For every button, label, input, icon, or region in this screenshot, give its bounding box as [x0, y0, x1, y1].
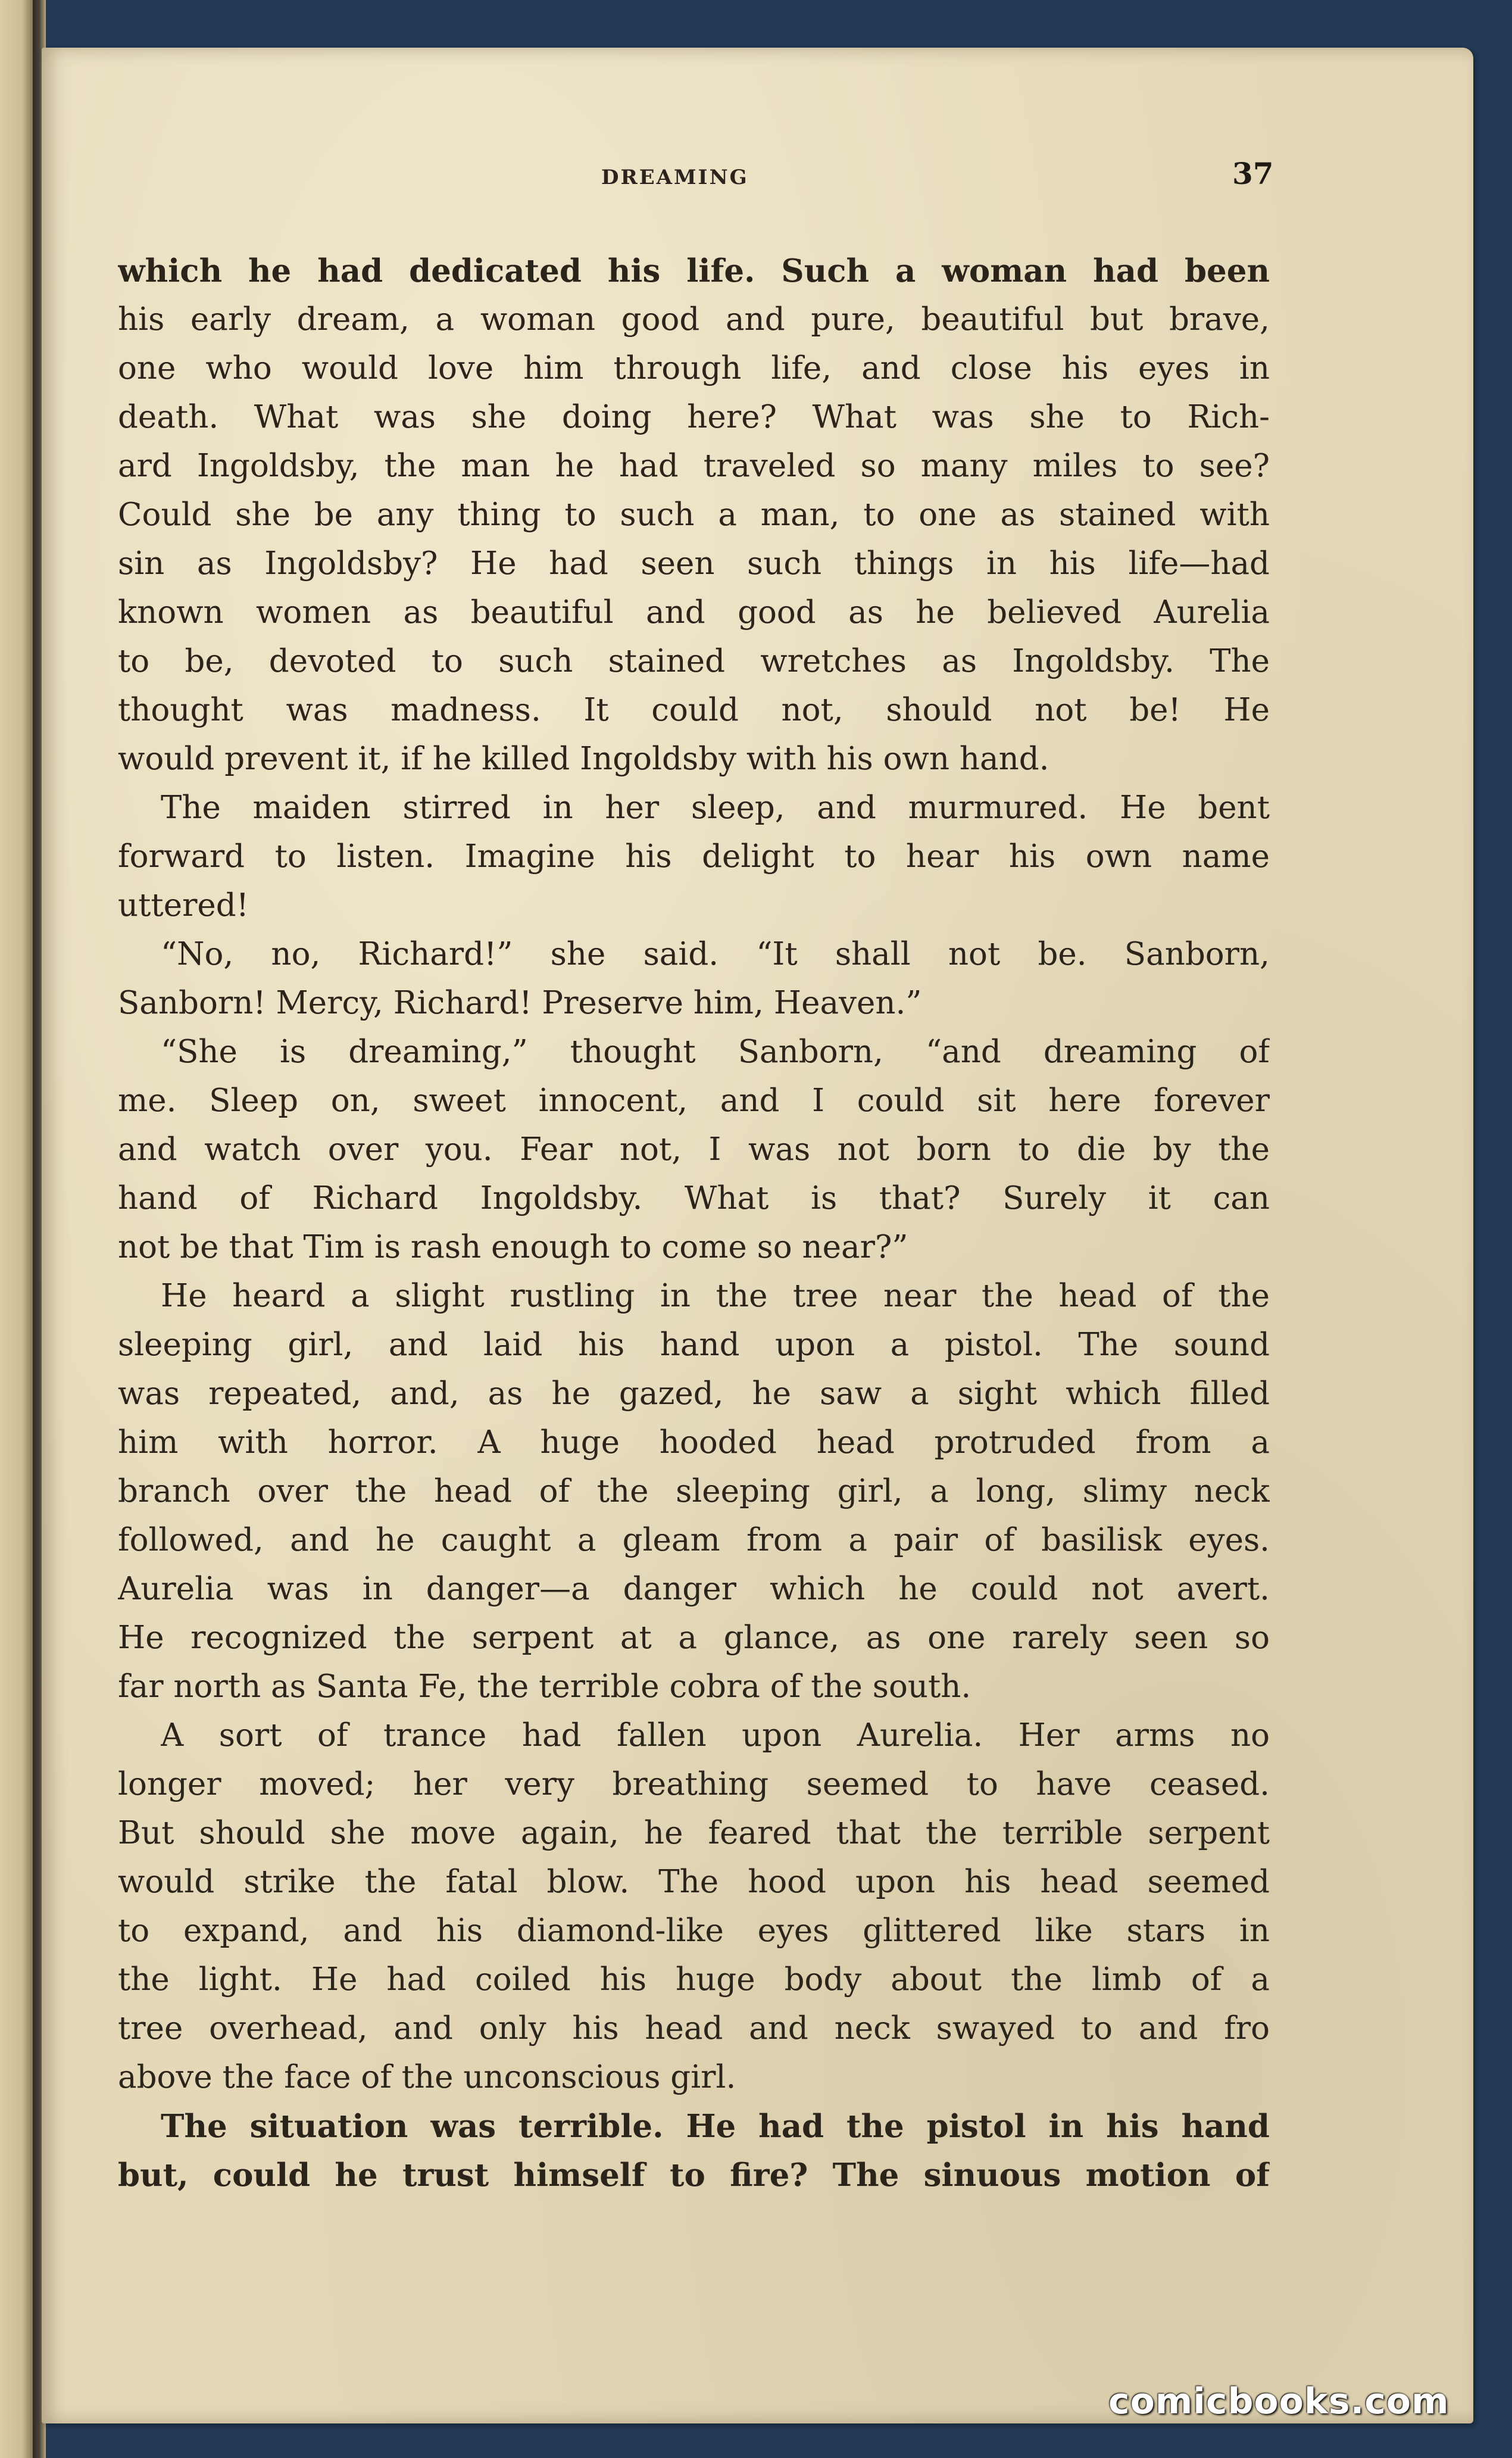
facing-page-edge [0, 0, 37, 2458]
text-line: ard Ingoldsby, the man he had traveled so many miles to see? [118, 448, 1270, 484]
text-line: “No, no, Richard!” she said. “It shall not be. Sanborn, [161, 936, 1270, 972]
text-line: would prevent it, if he killed Ingoldsby with his own hand. [118, 741, 1049, 777]
text-line: him with horror. A huge hooded head protruded from a [118, 1424, 1270, 1461]
text-line: followed, and he caught a gleam from a pair of basilisk eyes. [118, 1522, 1270, 1558]
text-line: above the face of the unconscious girl. [118, 2059, 736, 2095]
text-line: Aurelia was in danger—a danger which he could not avert. [118, 1571, 1270, 1607]
text-line: He recognized the serpent at a glance, as one rarely seen so [118, 1620, 1270, 1656]
text-line: would strike the fatal blow. The hood upon his head seemed [118, 1864, 1270, 1900]
text-line: The situation was terrible. He had the pistol in his hand [161, 2108, 1270, 2145]
text-line: his early dream, a woman good and pure, beautiful but brave, [118, 301, 1270, 338]
page-number: 37 [1232, 156, 1274, 191]
text-line: hand of Richard Ingoldsby. What is that? Surely it can [118, 1180, 1270, 1216]
text-line: sleeping girl, and laid his hand upon a pistol. The sound [118, 1327, 1270, 1363]
text-line: far north as Santa Fe, the terrible cobra of the south. [118, 1668, 971, 1705]
text-line: was repeated, and, as he gazed, he saw a sight which filled [118, 1375, 1270, 1412]
text-line: He heard a slight rustling in the tree near the head of the [161, 1278, 1270, 1314]
text-line: me. Sleep on, sweet innocent, and I could sit here forever [118, 1083, 1270, 1119]
text-line: forward to listen. Imagine his delight to hear his own name [118, 838, 1270, 875]
text-line: to expand, and his diamond-like eyes glittered like stars in [118, 1913, 1270, 1949]
text-line: Could she be any thing to such a man, to one as stained with [118, 497, 1270, 533]
text-line: “She is dreaming,” thought Sanborn, “and dreaming of [161, 1034, 1270, 1070]
text-line: tree overhead, and only his head and neck swayed to and fro [118, 2010, 1270, 2047]
text-line: branch over the head of the sleeping girl, a long, slimy neck [118, 1473, 1270, 1509]
text-line: uttered! [118, 887, 249, 924]
running-head: DREAMING [601, 166, 749, 189]
text-line: thought was madness. It could not, should not be! He [118, 692, 1270, 728]
watermark: comicbooks.com [1108, 2381, 1449, 2422]
text-line: But should she move again, he feared that the terrible serpent [118, 1815, 1270, 1851]
text-line: longer moved; her very breathing seemed to have ceased. [118, 1766, 1270, 1802]
text-line: known women as beautiful and good as he believed Aurelia [118, 594, 1270, 631]
text-line: The maiden stirred in her sleep, and murmured. He bent [161, 790, 1270, 826]
text-line: sin as Ingoldsby? He had seen such things in his life—had [118, 545, 1270, 582]
text-line: the light. He had coiled his huge body about the limb of a [118, 1961, 1270, 1998]
text-line: to be, devoted to such stained wretches as Ingoldsby. The [118, 643, 1270, 679]
text-line: one who would love him through life, and close his eyes in [118, 350, 1270, 386]
text-line: A sort of trance had fallen upon Aurelia. Her arms no [161, 1717, 1270, 1754]
text-line: which he had dedicated his life. Such a woman had been [118, 252, 1270, 289]
text-line: and watch over you. Fear not, I was not born to die by the [118, 1131, 1270, 1168]
text-line: death. What was she doing here? What was she to Rich- [118, 399, 1270, 435]
text-line: not be that Tim is rash enough to come so near?” [118, 1229, 908, 1265]
text-line: but, could he trust himself to fire? The sinuous motion of [118, 2157, 1270, 2194]
text-line: Sanborn! Mercy, Richard! Preserve him, Heaven.” [118, 985, 922, 1021]
